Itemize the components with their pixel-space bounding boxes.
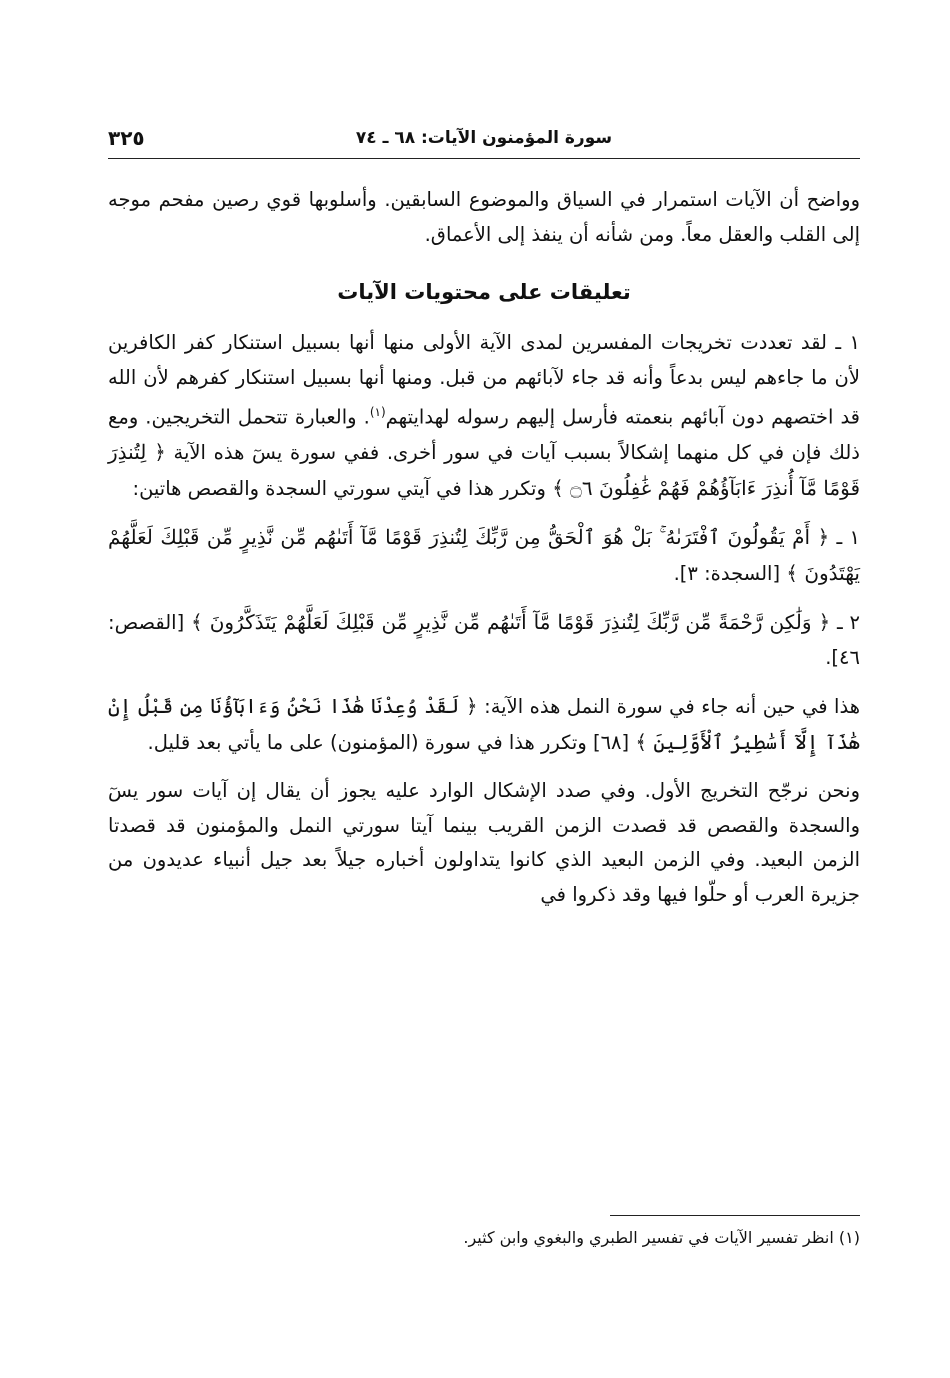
naml-text-b: [٦٨] وتكرر هذا في سورة (المؤمنون) على ما يأتي بعد قليل. <box>147 730 630 754</box>
footnote-reference[interactable]: (١) <box>369 405 386 419</box>
quran-verse-sajda: ﴿ أَمْ يَقُولُونَ ٱفْتَرَىٰهُ ۚ بَلْ هُوَ ٱلْحَقُّ مِن رَّبِّكَ لِتُنذِرَ قَوْمًا مَّآ أَتَىٰهُم مِّن نَّذِيرٍ مِّن قَبْلِكَ لَعَلَّهُمْ يَهْتَدُونَ ﴾ <box>108 525 860 585</box>
verse-item-1-ref: [السجدة: ٣]. <box>673 561 781 585</box>
verse-item-2-number: ٢ ـ <box>837 611 861 634</box>
footnote: (١) انظر تفسير الآيات في تفسير الطبري والبغوي وابن كثير. <box>463 1228 860 1247</box>
commentary-paragraph-1 <box>108 326 860 506</box>
verse-item-2 <box>108 605 860 675</box>
commentary-paragraph-last: ونحن نرجّح التخريج الأول. وفي صدد الإشكال الوارد عليه يجوز أن يقال إن آيات سور يسٓ والسجدة والقصص قد قصدت الزمن القريب بينما آيتا سورتي النمل والمؤمنون قد قصدتا الزمن البعيد. وفي الزمن البعيد الذي كانوا يتداولون أخباره جيلاً بعد جيل أنبياء عديدون من جزيرة العرب أو حلّوا فيها وقد ذكروا في <box>108 779 860 906</box>
intro-paragraph: وواضح أن الآيات استمرار في السياق والموضوع السابقين. وأسلوبها قوي رصين مفحم موجه إلى القلب والعقل معاً. ومن شأنه أن ينفذ إلى الأعماق. <box>108 188 860 246</box>
page-number: ٣٢٥ <box>108 126 145 150</box>
quran-verse-qasas: ﴿ وَلَٰكِن رَّحْمَةً مِّن رَّبِّكَ لِتُنذِرَ قَوْمًا مَّآ أَتَىٰهُم مِّن نَّذِيرٍ مِّن قَبْلِكَ لَعَلَّهُمْ يَتَذَكَّرُونَ ﴾ <box>191 610 831 634</box>
para1-text-a: ١ ـ لقد تعددت تخريجات المفسرين لمدى الآية الأولى منها أنها بسبيل استنكار كفر الكافرين لأن ما جاءهم ليس بدعاً وأنه قد جاء لآبائهم من قبل. ومنها أنها بسبيل استنكار كفرهم لأن الله قد اختصهم دون آبائهم بنعمته فأرسل إليهم رسوله لهدايتهم <box>108 331 860 429</box>
quran-verse-yasin: ﴿ لِتُنذِرَ قَوْمًا مَّآ أُنذِرَ ءَابَآؤُهُمْ فَهُمْ غَٰفِلُونَ ۝٦ ﴾ <box>108 440 860 500</box>
para1-text-c: وتكرر هذا في آيتي سورتي السجدة والقصص هاتين: <box>132 476 546 500</box>
para1-text-b: . والعبارة تتحمل التخريجين. ومع ذلك فإن في كل منهما إشكالاً بسبب آيات في سور أخرى. ففي سورة يسٓ هذه الآية <box>108 405 860 464</box>
quran-verse-naml: ﴿ لَقَدْ وُعِدْنَا هَٰذَا نَحْنُ وَءَابَآؤُنَا مِن قَبْلُ إِنْ هَٰذَآ إِلَّآ أَسَٰطِيرُ ٱلْأَوَّلِينَ ﴾ <box>108 694 860 754</box>
section-heading: تعليقات على محتويات الآيات <box>337 280 631 304</box>
verse-item-1 <box>108 520 860 591</box>
running-title: سورة المؤمنون الآيات: ٦٨ ـ ٧٤ <box>355 128 613 148</box>
naml-text-a: هذا في حين أنه جاء في سورة النمل هذه الآية: <box>484 695 860 718</box>
commentary-paragraph-naml <box>108 689 860 760</box>
verse-item-1-number: ١ ـ <box>836 526 860 549</box>
page <box>108 118 861 1247</box>
footnote-divider <box>610 1215 860 1216</box>
page-header <box>108 118 860 159</box>
verse-item-2-ref: [القصص: ٤٦]. <box>108 611 860 669</box>
